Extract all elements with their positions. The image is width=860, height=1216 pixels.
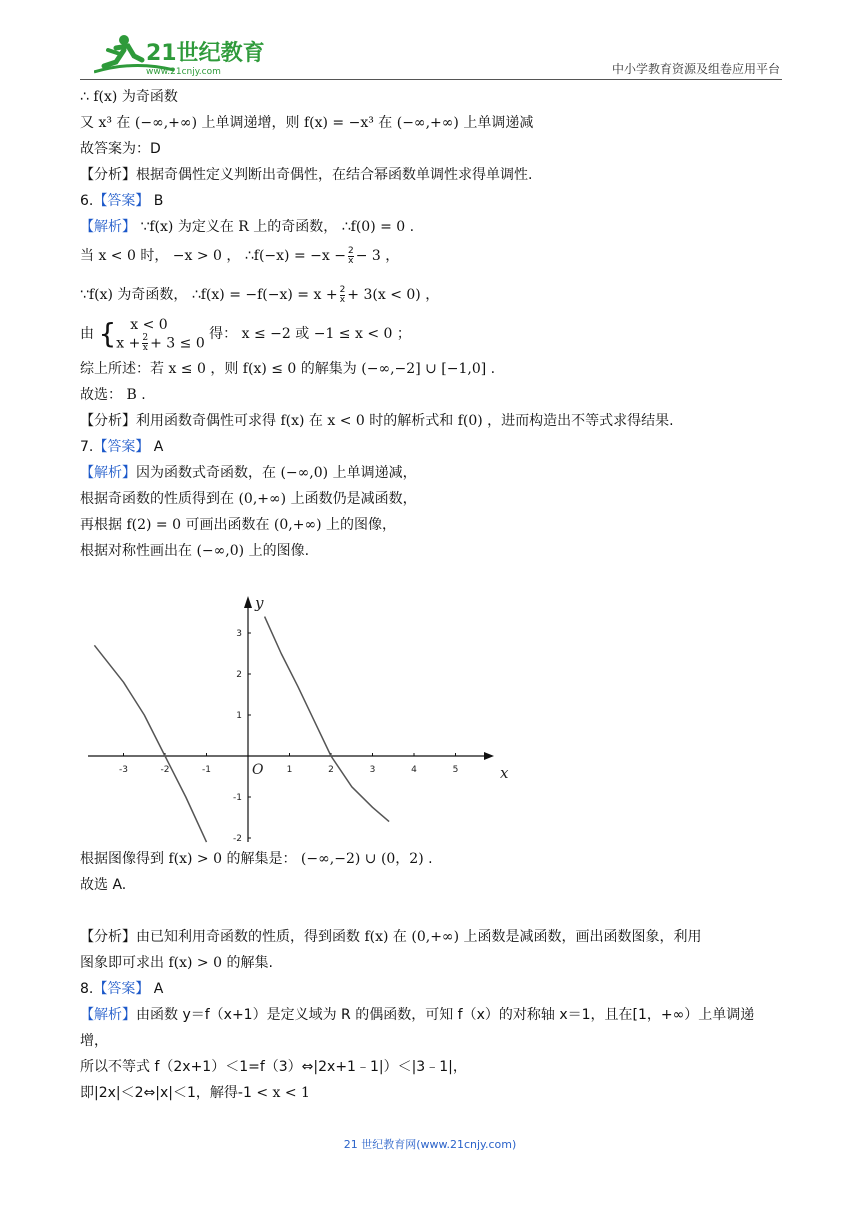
text-segment: 在: [388, 929, 412, 945]
text-segment: ，则: [205, 361, 243, 377]
text-segment: 的解集为: [296, 361, 362, 377]
text-segment: 上的图像.: [244, 543, 310, 559]
text-line: [80, 1002, 780, 1028]
text-segment: 8.: [80, 981, 94, 997]
text-segment: 故选：: [80, 387, 127, 403]
fraction-denominator: x: [339, 294, 346, 305]
logo-url: www.21cnjy.com: [146, 67, 221, 77]
function-graph: [80, 592, 520, 854]
text-line: [80, 538, 780, 564]
system-row: x < 0: [130, 316, 168, 333]
x-tick-label: 2: [328, 765, 334, 775]
text-segment: 上单调递增，则: [197, 115, 304, 131]
text-segment: .: [405, 219, 415, 235]
text-segment: 故答案为：D: [80, 141, 161, 157]
math-segment: (0,+∞): [238, 491, 287, 507]
math-segment: (−∞,−2) ∪ (0，2): [300, 851, 424, 867]
text-segment: 故选 A.: [80, 877, 127, 893]
text-segment: 为奇函数: [117, 89, 178, 105]
answer-tag: 【解析】: [80, 219, 136, 235]
y-axis-label: y: [255, 594, 264, 612]
origin-label: O: [252, 762, 264, 778]
math-segment: (−∞,0): [280, 465, 329, 481]
answer-tag: 【解析】: [80, 465, 136, 481]
text-line: [80, 486, 780, 512]
text-line: [80, 950, 780, 976]
text-line: [80, 240, 780, 272]
x-tick-label: -3: [119, 765, 128, 775]
math-segment: f(x) > 0: [168, 955, 222, 971]
text-segment: 7.: [80, 439, 94, 455]
text-line: [80, 278, 780, 312]
fraction-numerator: 2: [142, 332, 149, 343]
text-line: [80, 214, 780, 240]
math-segment: B: [126, 387, 137, 403]
text-line: [80, 872, 780, 898]
math-segment: f(x) > 0: [168, 851, 222, 867]
text-segment: .: [136, 387, 146, 403]
y-tick-label: -1: [233, 793, 242, 803]
text-segment: 再根据: [80, 517, 127, 533]
text-segment: 为奇函数， ∴: [112, 287, 201, 303]
text-line: [80, 846, 780, 872]
y-axis-arrow: [244, 596, 252, 608]
text-segment: 可画出函数在: [181, 517, 274, 533]
math-segment: f(x): [93, 89, 118, 105]
text-line: [80, 924, 780, 950]
math-segment: x +: [116, 335, 141, 351]
x-tick-label: 3: [369, 765, 376, 775]
math-segment: x < 0: [327, 413, 365, 429]
math-segment: f(2) = 0: [126, 517, 182, 533]
x-tick-label: 5: [452, 765, 459, 775]
math-segment: f(x) = −x³: [303, 115, 374, 131]
footer-text: 21 世纪教育网(www.21cnjy.com): [343, 1138, 517, 1151]
text-segment: 【分析】根据奇偶性定义判断出奇偶性，在结合幂函数单调性求得单调性.: [80, 167, 533, 183]
curve-branch-1: [94, 645, 206, 842]
graph-svg: [80, 592, 520, 854]
math-segment: (−∞,0): [196, 543, 245, 559]
text-segment: 上单调递减，: [328, 465, 417, 481]
math-segment: f(x) ≤ 0: [242, 361, 297, 377]
brace-icon: {: [98, 317, 117, 350]
text-segment: 又: [80, 115, 99, 131]
x-axis-label: x: [500, 764, 509, 782]
text-line: [80, 408, 780, 434]
text-segment: A: [149, 439, 164, 455]
answer-content: [80, 84, 780, 564]
x-tick-label: 4: [411, 765, 417, 775]
math-segment: −1 ≤ x < 0: [313, 326, 393, 342]
math-segment: f(x): [149, 219, 174, 235]
text-line: [80, 162, 780, 188]
answer-content-continued: [80, 846, 780, 1106]
logo: [94, 30, 264, 78]
x-tick-label: 1: [286, 765, 293, 775]
text-segment: 【分析】利用函数奇偶性可求得: [80, 413, 281, 429]
text-line: [80, 1080, 780, 1106]
answer-tag: 【答案】: [93, 981, 150, 997]
text-segment: ，: [420, 287, 440, 303]
text-segment: 增，: [80, 1033, 108, 1049]
math-segment: f(x): [364, 929, 389, 945]
x-tick-label: -1: [202, 765, 211, 775]
text-segment: 在: [304, 413, 328, 429]
math-segment: f(0): [457, 413, 483, 429]
x-tick-label: -2: [160, 765, 170, 775]
text-segment: ∵: [136, 219, 150, 235]
math-segment: x ≤ −2: [241, 326, 291, 342]
text-block-b: [80, 356, 780, 564]
fraction-numerator: 2: [347, 245, 354, 256]
header-divider: [80, 79, 782, 80]
math-segment: f(−x) = −x −: [253, 248, 346, 264]
text-segment: 由: [80, 326, 99, 342]
site-tagline: 中小学教育资源及组卷应用平台: [611, 62, 780, 76]
text-segment: ， ∴: [221, 248, 254, 264]
text-line: [80, 84, 780, 110]
inequality-system: [116, 316, 204, 353]
text-line: [80, 1028, 780, 1054]
text-segment: 上单调递减: [458, 115, 534, 131]
answer-tag: 【解析】: [80, 1007, 136, 1023]
text-segment: 当: [80, 248, 99, 264]
text-segment: 所以不等式 f（2x+1）＜1=f（3）⇔|2x+1﹣1|）＜|3﹣1|，: [80, 1059, 467, 1075]
text-block-c: [80, 846, 780, 898]
math-segment: x³: [98, 115, 112, 131]
math-segment: (−∞,−2] ∪ [−1,0]: [361, 361, 487, 377]
text-line: [80, 110, 780, 136]
math-segment: < x < 1: [256, 1085, 310, 1101]
math-segment: f(x): [88, 287, 113, 303]
curve-branch-2: [265, 617, 390, 822]
text-segment: 根据奇函数的性质得到在: [80, 491, 239, 507]
text-segment: 6.: [80, 193, 94, 209]
y-tick-label: 2: [236, 670, 242, 680]
text-block-d: [80, 924, 780, 1106]
fraction: [348, 247, 354, 266]
fraction-denominator: x: [142, 342, 148, 353]
text-segment: ，进而构造出不等式求得结果.: [482, 413, 674, 429]
text-segment: 上函数仍是减函数，: [286, 491, 417, 507]
text-segment: 图象即可求出: [80, 955, 169, 971]
math-segment: −x > 0: [172, 248, 222, 264]
x-axis-arrow: [484, 752, 494, 760]
text-segment: 上的图像，: [321, 517, 397, 533]
math-segment: (−∞,+∞): [134, 115, 198, 131]
fraction-numerator: 2: [339, 284, 346, 295]
text-line: [80, 136, 780, 162]
text-segment: .: [423, 851, 433, 867]
text-segment: B: [149, 193, 164, 209]
text-segment: A: [149, 981, 164, 997]
fraction: [142, 334, 148, 353]
text-line: [80, 382, 780, 408]
text-line: [80, 356, 780, 382]
math-segment: f(0) = 0: [350, 219, 406, 235]
math-segment: (0,+∞): [273, 517, 322, 533]
text-segment: 由函数 y＝f（x+1）是定义域为 R 的偶函数，可知 f（x）的对称轴 x＝1，且在[1，+∞）上单调递: [136, 1007, 755, 1023]
text-line: [80, 460, 780, 486]
text-line: [80, 188, 780, 214]
math-segment: (−∞,+∞): [396, 115, 459, 131]
y-tick-label: 3: [236, 629, 242, 639]
answer-tag: 【答案】: [93, 439, 150, 455]
answer-tag: 【答案】: [93, 193, 150, 209]
text-segment: ∵: [80, 287, 89, 303]
text-segment: 上的奇函数， ∴: [248, 219, 351, 235]
logo-text: 21世纪教育: [146, 41, 264, 66]
math-segment: f(x): [280, 413, 305, 429]
y-tick-label: 1: [236, 711, 242, 721]
text-line: [80, 312, 780, 356]
text-segment: 在: [373, 115, 397, 131]
text-line: [80, 976, 780, 1002]
text-segment: 在: [111, 115, 135, 131]
math-segment: x < 0: [98, 248, 136, 264]
math-segment: R: [238, 219, 249, 235]
y-tick-label: -2: [233, 834, 242, 844]
math-segment: f(x) = −f(−x) = x +: [200, 287, 338, 303]
text-segment: 综上所述：若: [80, 361, 169, 377]
text-segment: 根据图像得到: [80, 851, 169, 867]
text-segment: 的解集.: [222, 955, 273, 971]
text-segment: ，: [380, 248, 400, 264]
text-line: [80, 434, 780, 460]
text-segment: 时，: [135, 248, 173, 264]
math-segment: x ≤ 0: [168, 361, 206, 377]
text-segment: .: [486, 361, 496, 377]
math-segment: (0,+∞): [411, 929, 460, 945]
text-segment: 【分析】由已知利用奇函数的性质，得到函数: [80, 929, 365, 945]
fraction: [340, 286, 346, 305]
text-segment: 根据对称性画出在: [80, 543, 197, 559]
text-segment: ∴: [80, 89, 94, 105]
math-segment: + 3(x < 0): [347, 287, 421, 303]
math-segment: − 3: [355, 248, 381, 264]
text-segment: 时的解析式和: [364, 413, 458, 429]
text-segment: 因为函数式奇函数，在: [136, 465, 281, 481]
text-segment: 上函数是减函数，画出函数图象，利用: [459, 929, 702, 945]
text-segment: 为定义在: [173, 219, 239, 235]
text-segment: 的解集是：: [222, 851, 301, 867]
text-segment: 或: [290, 326, 314, 342]
text-block-a: [80, 84, 780, 240]
text-segment: 得：: [204, 326, 242, 342]
math-segment: + 3 ≤ 0: [150, 335, 205, 351]
text-line: [80, 1054, 780, 1080]
text-segment: 即|2x|＜2⇔|x|＜1，解得-1: [80, 1085, 257, 1101]
text-line: [80, 512, 780, 538]
text-segment: ；: [392, 326, 411, 342]
fraction-denominator: x: [348, 255, 354, 266]
